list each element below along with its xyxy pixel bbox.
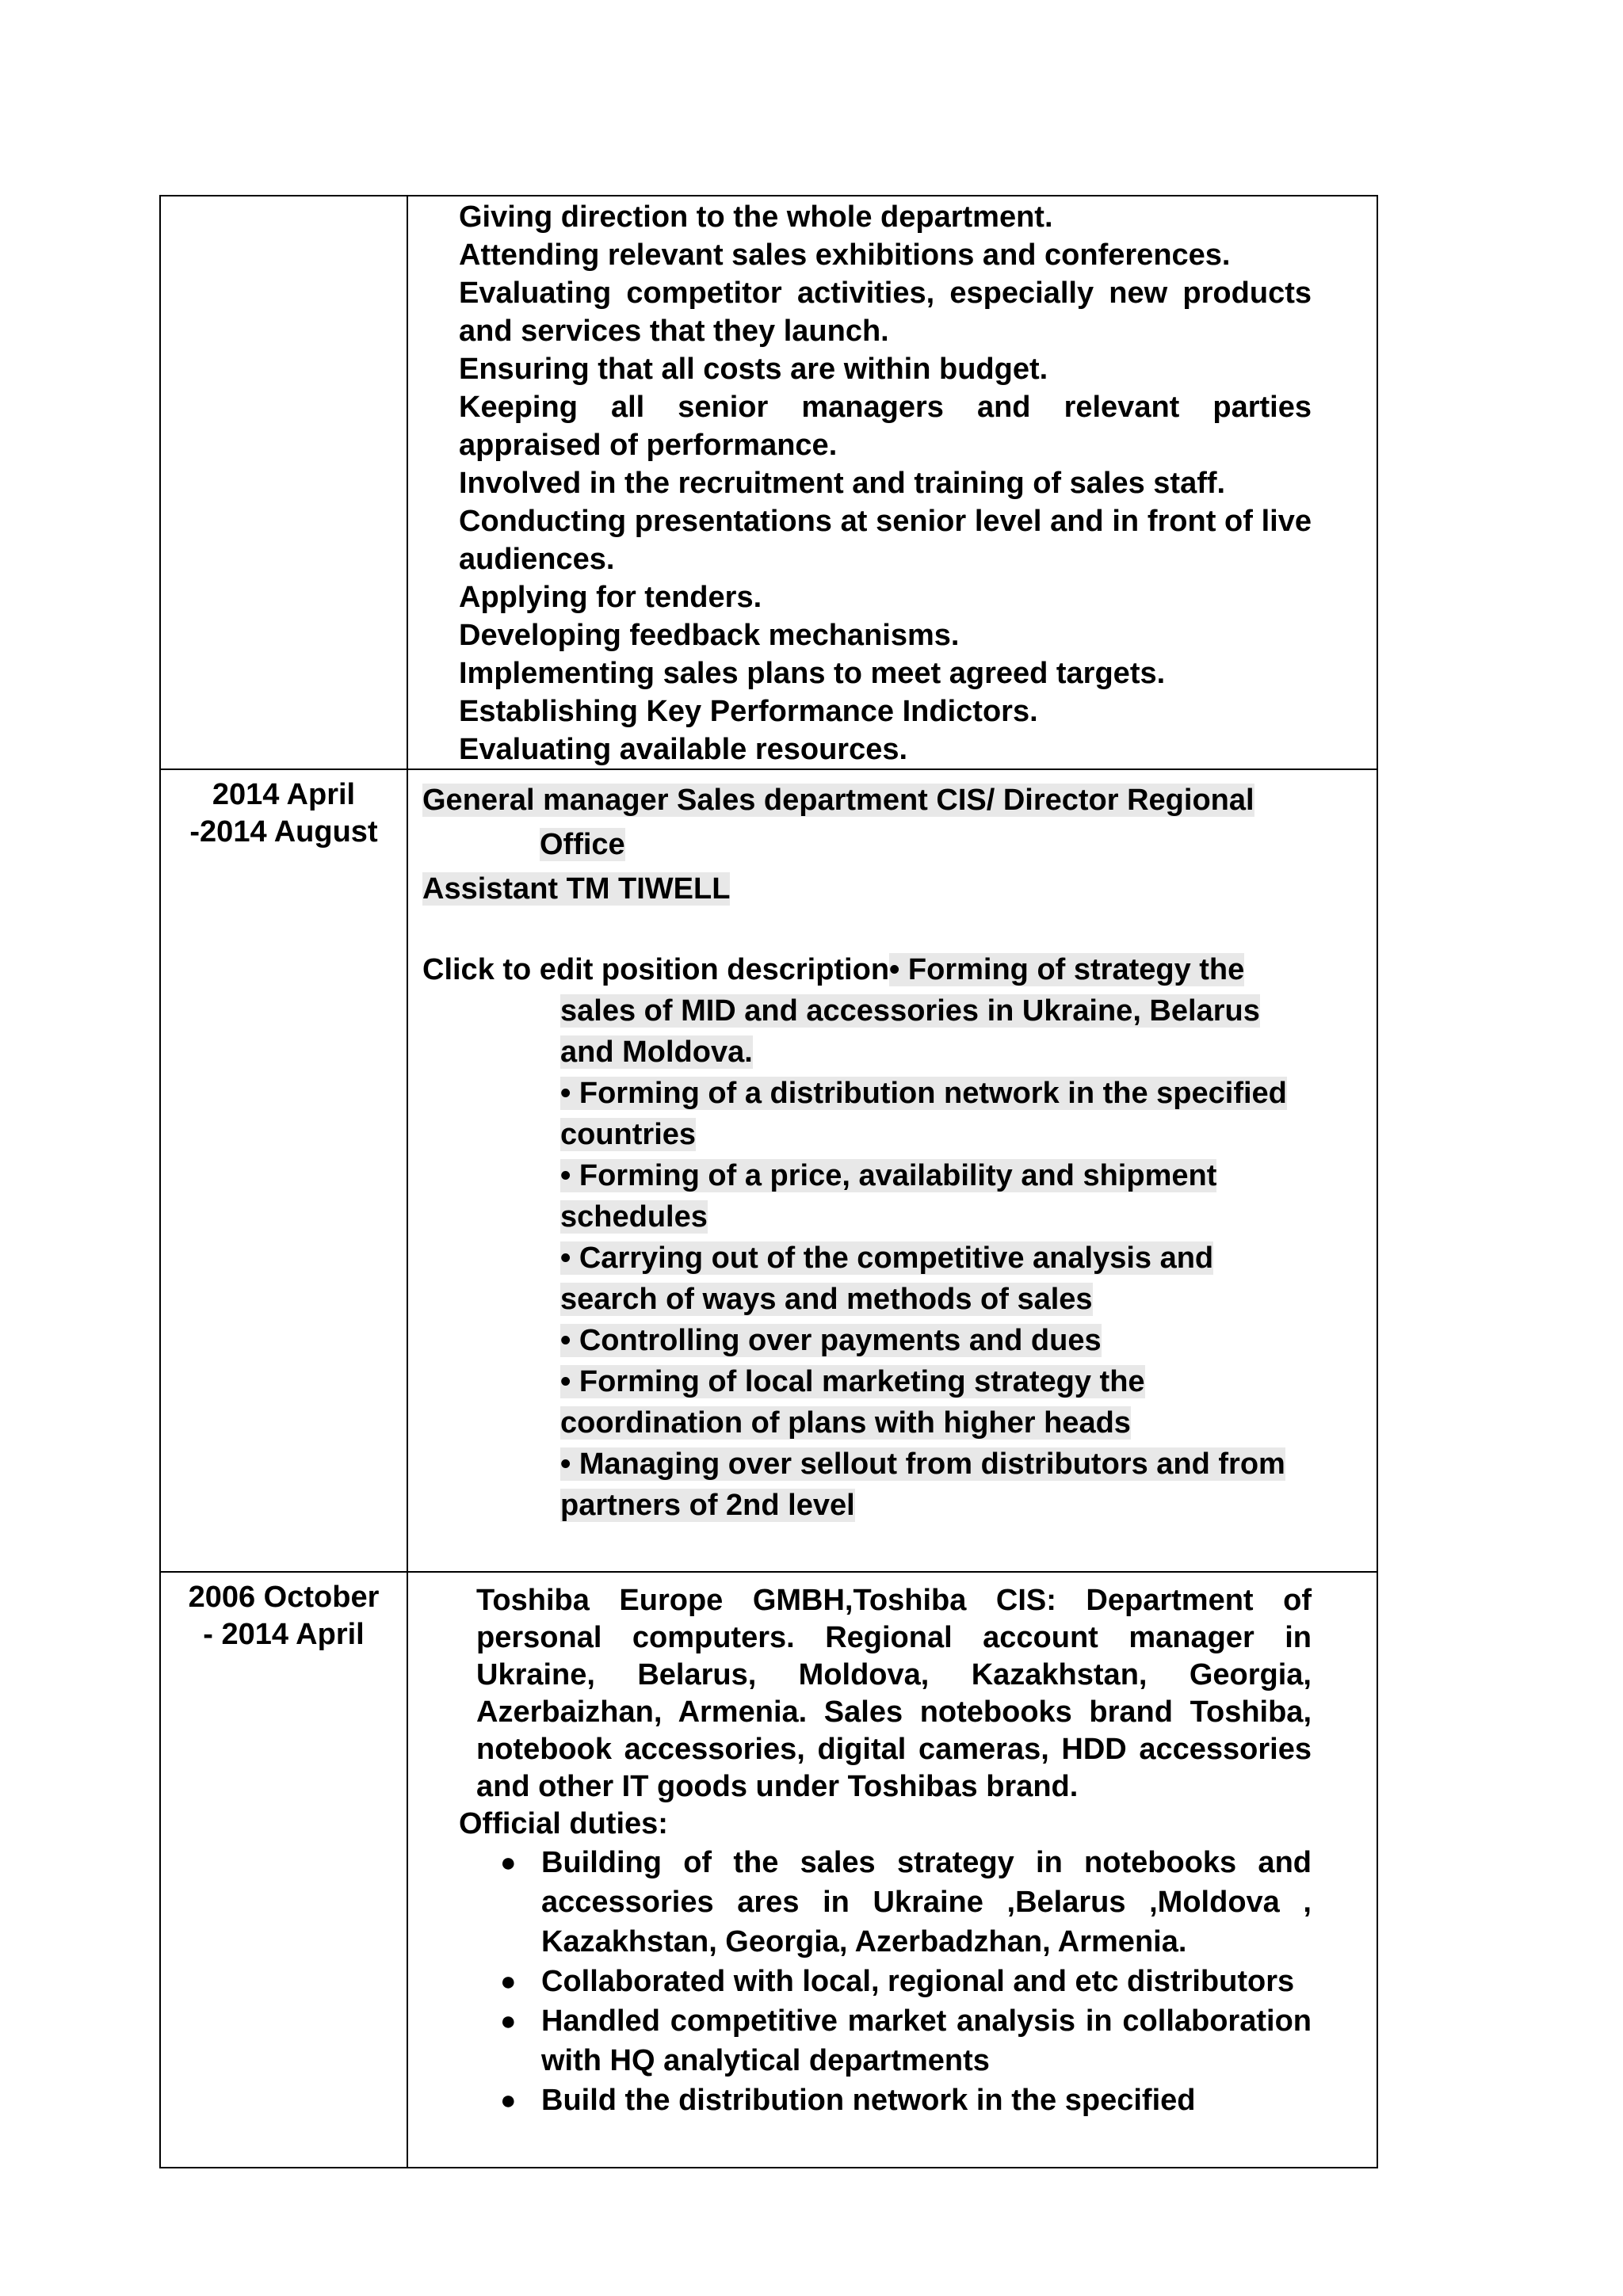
date-cell — [160, 769, 407, 1572]
duty-line: Ensuring that all costs are within budget. — [459, 353, 1048, 386]
description-line: countries — [560, 1118, 697, 1151]
description-line: • Forming of a distribution network in the specified — [560, 1077, 1287, 1110]
list-item-text: Build the distribution network in the specified — [541, 2084, 1196, 2117]
list-item — [459, 2001, 1312, 2081]
bullet-dot-icon: ● — [500, 1848, 517, 1878]
duty-line: Conducting presentations at senior level and in front of live audiences. — [459, 505, 1312, 576]
description-line: • Forming of strategy the — [889, 953, 1245, 986]
description-line: coordination of plans with higher heads — [560, 1406, 1131, 1440]
date-start: 2006 October — [188, 1581, 380, 1614]
position-cell — [407, 769, 1377, 1572]
date-end: -2014 August — [189, 815, 378, 849]
description-line: partners of 2nd level — [560, 1489, 855, 1522]
company-description — [459, 1582, 1312, 1843]
description-line: search of ways and methods of sales — [560, 1283, 1093, 1316]
duty-line: Evaluating available resources. — [459, 733, 908, 766]
duties-list — [459, 1843, 1312, 2120]
duty-line: Involved in the recruitment and training of sales staff. — [459, 467, 1226, 500]
date-end: - 2014 April — [203, 1618, 365, 1651]
description-line: • Forming of local marketing strategy the — [560, 1365, 1145, 1398]
duty-line: Implementing sales plans to meet agreed targets. — [459, 657, 1166, 690]
list-item-text: Building of the sales strategy in notebooks and accessories ares in Ukraine ,Belarus ,Moldova , Kazakhstan, Georgia, Azerbadzhan, Armenia. — [541, 1846, 1312, 1958]
description-line: and Moldova. — [560, 1035, 753, 1069]
bullet-dot-icon: ● — [500, 2085, 517, 2115]
position-title — [422, 778, 1358, 911]
duty-line: Attending relevant sales exhibitions and conferences. — [459, 238, 1231, 272]
description-line: sales of MID and accessories in Ukraine, Belarus — [560, 994, 1260, 1028]
description-line: • Carrying out of the competitive analysis and — [560, 1241, 1214, 1275]
list-item — [459, 1843, 1312, 1962]
assistant-line: Assistant TM TIWELL — [422, 872, 731, 906]
duty-line: Developing feedback mechanisms. — [459, 619, 960, 652]
duty-line: Establishing Key Performance Indictors. — [459, 695, 1038, 728]
position-cell — [407, 1572, 1377, 2168]
position-title-line: General manager Sales department CIS/ Director Regional — [422, 784, 1254, 817]
company-intro: Toshiba Europe GMBH,Toshiba CIS: Department of personal computers. Regional account manager in Ukraine, Belarus, Moldova, Kazakhstan, Georgia, Azerbaizhan, Armenia. Sales notebooks brand Toshiba, notebook accessories, digital cameras, HDD accessories and other IT goods under Toshibas brand. — [476, 1584, 1312, 1803]
duty-line: Keeping all senior managers and relevant parties appraised of performance. — [459, 391, 1312, 462]
experience-table — [159, 195, 1378, 2168]
position-description — [422, 949, 1358, 1526]
description-line: schedules — [560, 1200, 708, 1234]
table-row — [160, 196, 1377, 769]
list-item-text: Collaborated with local, regional and etc distributors — [541, 1965, 1295, 1998]
date-cell — [160, 196, 407, 769]
duties-cell — [407, 196, 1377, 769]
edit-description-prompt[interactable]: Click to edit position description — [422, 953, 890, 986]
description-line: • Controlling over payments and dues — [560, 1324, 1102, 1357]
description-line: • Forming of a price, availability and shipment — [560, 1159, 1217, 1192]
description-line: • Managing over sellout from distributors and from — [560, 1447, 1285, 1481]
position-title-line: Office — [540, 828, 625, 861]
list-item — [459, 1962, 1312, 2001]
table-row — [160, 769, 1377, 1572]
duty-line: Evaluating competitor activities, especially new products and services that they launch. — [459, 277, 1312, 348]
table-row — [160, 1572, 1377, 2168]
date-cell — [160, 1572, 407, 2168]
duty-line: Giving direction to the whole department. — [459, 200, 1053, 234]
date-start: 2014 April — [212, 778, 356, 811]
duties-label: Official duties: — [459, 1807, 668, 1840]
bullet-dot-icon: ● — [500, 1966, 517, 1997]
bullet-dot-icon: ● — [500, 2006, 517, 2036]
duty-line: Applying for tenders. — [459, 581, 762, 614]
list-item-text: Handled competitive market analysis in collaboration with HQ analytical departments — [541, 2004, 1312, 2077]
list-item — [459, 2081, 1312, 2120]
